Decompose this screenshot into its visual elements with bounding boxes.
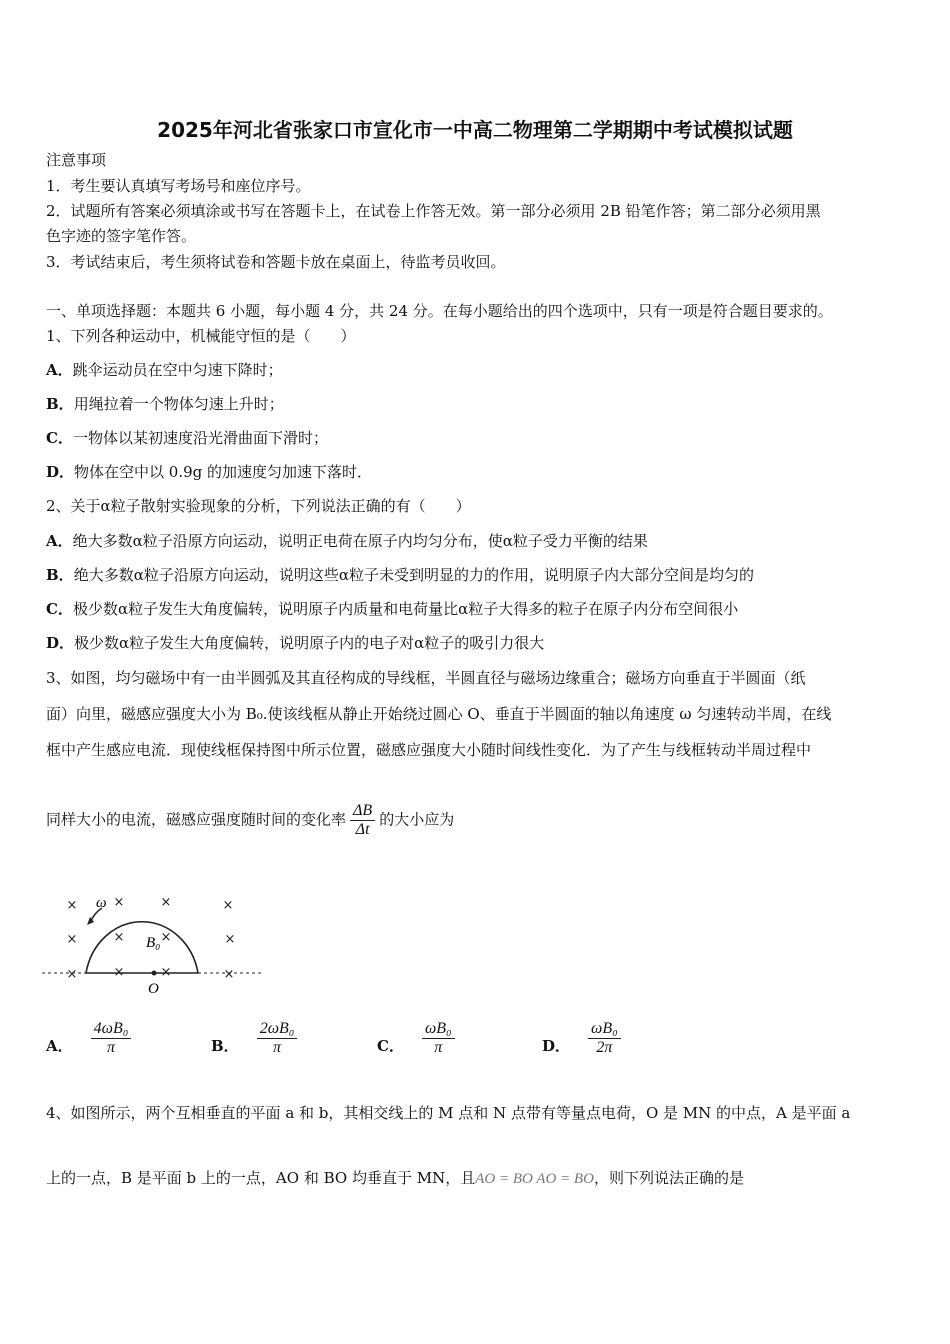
q3-option-c: C． $\frac{\text{ωB₀}}{\pi}$ — [377, 1020, 459, 1057]
q2-option-a: A．绝大多数α粒子沿原方向运动，说明正电荷在原子内均匀分布，使α粒子受力平衡的结果 — [46, 532, 648, 550]
q3-stem-line: 框中产生感应电流．现使线框保持图中所示位置，磁感应强度大小随时间线性变化．为了产生与线框转动半周过程中 — [46, 741, 812, 759]
svg-text:×: × — [160, 965, 172, 980]
q3-stem-last: 同样大小的电流，磁感应强度随时间的变化率 $\frac{\Delta B}{\Delta t}$ 的大小应为 — [46, 802, 455, 838]
q4-stem-line2: 上的一点，B 是平面 b 上的一点，AO 和 BO 均垂直于 MN，且AO = BO AO = BO，则下列说法正确的是 — [46, 1169, 744, 1187]
notice-item: 色字迹的签字笔作答。 — [46, 227, 197, 245]
q3-stem-line: 面）向里，磁感应强度大小为 B₀.使该线框从静止开始绕过圆心 O、垂直于半圆面的轴以角速度 ω 匀速转动半周，在线 — [46, 705, 832, 723]
svg-text:×: × — [222, 898, 234, 913]
svg-text:×: × — [113, 930, 125, 945]
q3-option-b: B． $\frac{\text{2ωB₀}}{\pi}$ — [211, 1020, 301, 1057]
svg-text:×: × — [160, 895, 172, 910]
q1-option-a: A．跳伞运动员在空中匀速下降时； — [46, 361, 283, 379]
svg-text:×: × — [113, 965, 125, 980]
svg-text:×: × — [66, 932, 78, 947]
q2-option-d: D．极少数α粒子发生大角度偏转，说明原子内的电子对α粒子的吸引力很大 — [46, 634, 545, 652]
svg-text:×: × — [160, 930, 172, 945]
q3-option-a: A． $\frac{\text{4ωB₀}}{\pi}$ — [46, 1020, 135, 1057]
svg-text:×: × — [113, 895, 125, 910]
notice-item: 1．考生要认真填写考场号和座位序号。 — [46, 177, 311, 195]
svg-text:×: × — [66, 967, 78, 982]
q1-option-b: B．用绳拉着一个物体匀速上升时； — [46, 395, 284, 413]
q2-option-c: C．极少数α粒子发生大角度偏转，说明原子内质量和电荷量比α粒子大得多的粒子在原子内分布空间很小 — [46, 600, 739, 618]
svg-text:×: × — [223, 967, 235, 982]
q3-stem-line: 3、如图，均匀磁场中有一由半圆弧及其直径构成的导线框，半圆直径与磁场边缘重合；磁场方向垂直于半圆面（纸 — [46, 669, 806, 687]
semicircle-field-figure — [42, 885, 267, 1000]
notice-item: 2．试题所有答案必须填涂或书写在答题卡上，在试卷上作答无效。第一部分必须用 2B 铅笔作答；第二部分必须用黑 — [46, 202, 821, 220]
notice-heading: 注意事项 — [46, 151, 107, 169]
section-heading: 一、单项选择题：本题共 6 小题，每小题 4 分，共 24 分。在每小题给出的四个选项中，只有一项是符合题目要求的。 — [46, 302, 833, 320]
q4-stem-line: 4、如图所示，两个互相垂直的平面 a 和 b，其相交线上的 M 点和 N 点带有等量点电荷，O 是 MN 的中点，A 是平面 a — [46, 1104, 851, 1122]
svg-text:×: × — [224, 932, 236, 947]
q1-stem: 1、下列各种运动中，机械能守恒的是（ ） — [46, 327, 356, 345]
page-title: 2025年河北省张家口市宣化市一中高二物理第二学期期中考试模拟试题 — [157, 118, 793, 142]
q3-option-d: D． $\frac{\text{ωB₀}}{2\pi}$ — [542, 1020, 625, 1057]
notice-item: 3．考试结束后，考生须将试卷和答题卡放在桌面上，待监考员收回。 — [46, 253, 506, 271]
center-label: O — [148, 981, 159, 997]
omega-label: ω — [96, 895, 107, 911]
q1-option-c: C．一物体以某初速度沿光滑曲面下滑时； — [46, 429, 328, 447]
svg-text:×: × — [66, 898, 78, 913]
field-label: B₀ — [146, 935, 161, 951]
q1-option-d: D．物体在空中以 0.9g 的加速度匀加速下落时． — [46, 463, 373, 481]
rate-fraction: $\frac{\Delta B}{\Delta t}$ — [350, 802, 375, 839]
q2-option-b: B．绝大多数α粒子沿原方向运动，说明这些α粒子未受到明显的力的作用，说明原子内大部分空间是均匀的 — [46, 566, 754, 584]
q2-stem: 2、关于α粒子散射实验现象的分析，下列说法正确的有（ ） — [46, 497, 471, 515]
